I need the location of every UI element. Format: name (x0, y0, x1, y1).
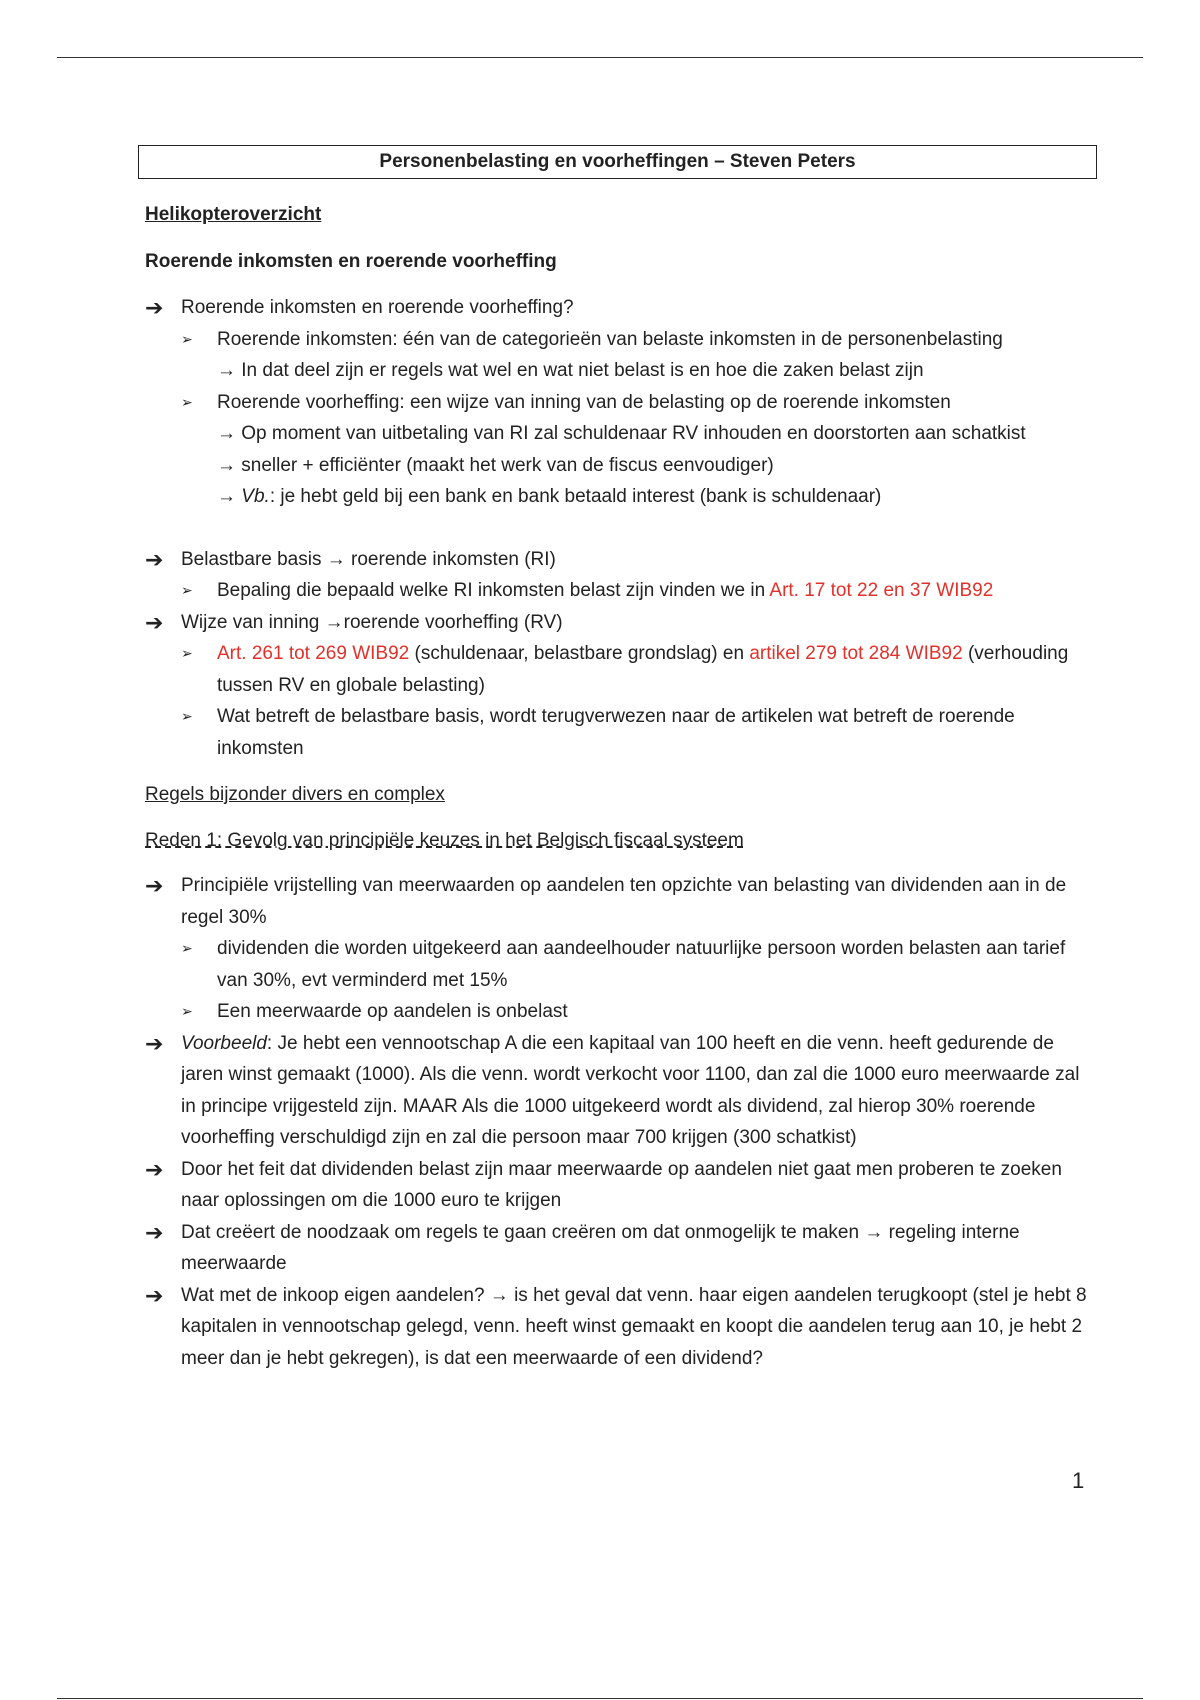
list-item-text: Roerende inkomsten: één van de categorieën van belaste inkomsten in de personenbelasting (217, 328, 1003, 350)
list-item (145, 324, 1090, 356)
list-item-text: (verhouding tussen RV en globale belasting) (217, 643, 1069, 696)
arrow-bullet-icon: ➔ (145, 1282, 164, 1308)
arrow-bullet-icon: ➔ (145, 295, 164, 320)
list-item-text: Wat betreft de belastbare basis, wordt terugverwezen naar de artikelen wat betreft de roerende inkomsten (217, 706, 1015, 759)
list-item (145, 575, 1090, 607)
list-item-text: Een meerwaarde op aandelen is onbelast (217, 1001, 568, 1022)
header-rule (57, 57, 1143, 58)
list-item (145, 870, 1090, 933)
list-item (145, 544, 1090, 576)
example-label: Vb. (241, 486, 270, 507)
chevron-bullet-icon: ➢ (181, 393, 193, 410)
list-item-text: Bepaling die bepaald welke RI inkomsten belast zijn vinden we in (217, 580, 770, 601)
arrow-bullet-icon: ➔ (145, 609, 164, 635)
footer-rule (57, 1698, 1143, 1699)
heading-helikopteroverzicht: Helikopteroverzicht (145, 204, 322, 225)
list-item-text: : Je hebt een vennootschap A die een kapitaal van 100 heeft en die venn. heeft gedurende de jaren winst gemaakt (1000). Als die venn. wordt verkocht voor 1100, dan zal die 1000 euro meerwaarde zal in principe vrijgesteld zijn. MAAR Als die 1000 uitgekeerd wordt als dividend, zal hierop 30% roerende voorheffing verschuldigd zijn en zal die persoon maar 700 krijgen (300 schatkist) (181, 1032, 1080, 1148)
heading-regels: Regels bijzonder divers en complex (145, 784, 445, 805)
list-item-text: Roerende inkomsten en roerende voorheffing? (181, 297, 574, 318)
law-reference: Art. 261 tot 269 WIB92 (217, 643, 410, 664)
arrow-bullet-icon: ➔ (145, 546, 164, 572)
chevron-bullet-icon: ➢ (181, 708, 193, 724)
list-item (145, 1280, 1090, 1375)
list-item-text: dividenden die worden uitgekeerd aan aandeelhouder natuurlijke persoon worden belasten aan tarief van 30%, evt verminderd met 15% (217, 938, 1066, 991)
example-label: Voorbeeld (181, 1032, 267, 1054)
list-item-text: Principiële vrijstelling van meerwaarden op aandelen ten opzichte van belasting van dividenden aan in de regel 30% (181, 875, 1067, 928)
document-title: Personenbelasting en voorheffingen – Steven Peters (138, 145, 1097, 179)
list-item-text: Door het feit dat dividenden belast zijn maar meerwaarde op aandelen niet gaat men proberen te zoeken naar oplossingen om die 1000 euro te krijgen (181, 1158, 1062, 1211)
list-item (145, 607, 1090, 639)
list-item (145, 481, 1090, 513)
list-item (145, 701, 1090, 764)
heading-roerende-inkomsten: Roerende inkomsten en roerende voorheffing (145, 250, 557, 272)
list-item (145, 638, 1090, 701)
list-item-text: Belastbare basis → roerende inkomsten (RI) (181, 548, 556, 570)
list-item-text: Wat met de inkoop eigen aandelen? → is het geval dat venn. haar eigen aandelen terugkoopt (stel je hebt 8 kapitalen in vennootschap gelegd, venn. heeft winst gemaakt en koopt die aandelen terug aan 10, je hebt 2 meer dan je hebt gekregen), is dat een meerwaarde of een dividend? (181, 1284, 1087, 1369)
list-item (145, 450, 1090, 482)
list-item-text: → (217, 486, 242, 507)
list-item-text: Wijze van inning →roerende voorheffing (RV) (181, 611, 563, 633)
list-item (145, 355, 1090, 387)
list-item-text: → In dat deel zijn er regels wat wel en wat niet belast is en hoe die zaken belast zijn (217, 360, 924, 381)
chevron-bullet-icon: ➢ (181, 645, 193, 661)
list-item-text: → sneller + efficiënter (maakt het werk van de fiscus eenvoudiger) (217, 454, 774, 476)
list-item-text: (schuldenaar, belastbare grondslag) en (409, 643, 750, 664)
document-body (145, 145, 1090, 1374)
arrow-bullet-icon: ➔ (145, 1219, 164, 1245)
arrow-bullet-icon: ➔ (145, 1030, 164, 1056)
list-item-text: Roerende voorheffing: een wijze van inning van de belasting op de roerende inkomsten (217, 391, 951, 413)
section-reden-1 (145, 870, 1090, 1374)
list-item (145, 996, 1090, 1028)
section-basis (145, 544, 1090, 765)
list-item (145, 933, 1090, 996)
list-item (145, 387, 1090, 419)
list-item-text: Dat creëert de noodzaak om regels te gaan creëren om dat onmogelijk te maken → regeling interne meerwaarde (181, 1221, 1020, 1274)
section-overview (145, 292, 1090, 513)
list-item (145, 1028, 1090, 1154)
list-item-text: : je hebt geld bij een bank en bank betaald interest (bank is schuldenaar) (269, 486, 882, 507)
list-item (145, 1154, 1090, 1217)
arrow-bullet-icon: ➔ (145, 873, 164, 898)
arrow-bullet-icon: ➔ (145, 1156, 164, 1182)
chevron-bullet-icon: ➢ (181, 582, 193, 598)
list-item (145, 418, 1090, 450)
chevron-bullet-icon: ➢ (181, 1003, 193, 1019)
subheading-reden-1: Reden 1: Gevolg van principiële keuzes in het Belgisch fiscaal systeem (145, 829, 744, 851)
page-number: 1 (1072, 1468, 1085, 1493)
chevron-bullet-icon: ➢ (181, 940, 193, 956)
list-item-text: → Op moment van uitbetaling van RI zal schuldenaar RV inhouden en doorstorten aan schatkist (217, 423, 1026, 444)
law-reference: artikel 279 tot 284 WIB92 (749, 643, 963, 664)
list-item (145, 292, 1090, 324)
list-item (145, 1217, 1090, 1280)
law-reference: Art. 17 tot 22 en 37 WIB92 (769, 580, 994, 601)
chevron-bullet-icon: ➢ (181, 330, 193, 347)
